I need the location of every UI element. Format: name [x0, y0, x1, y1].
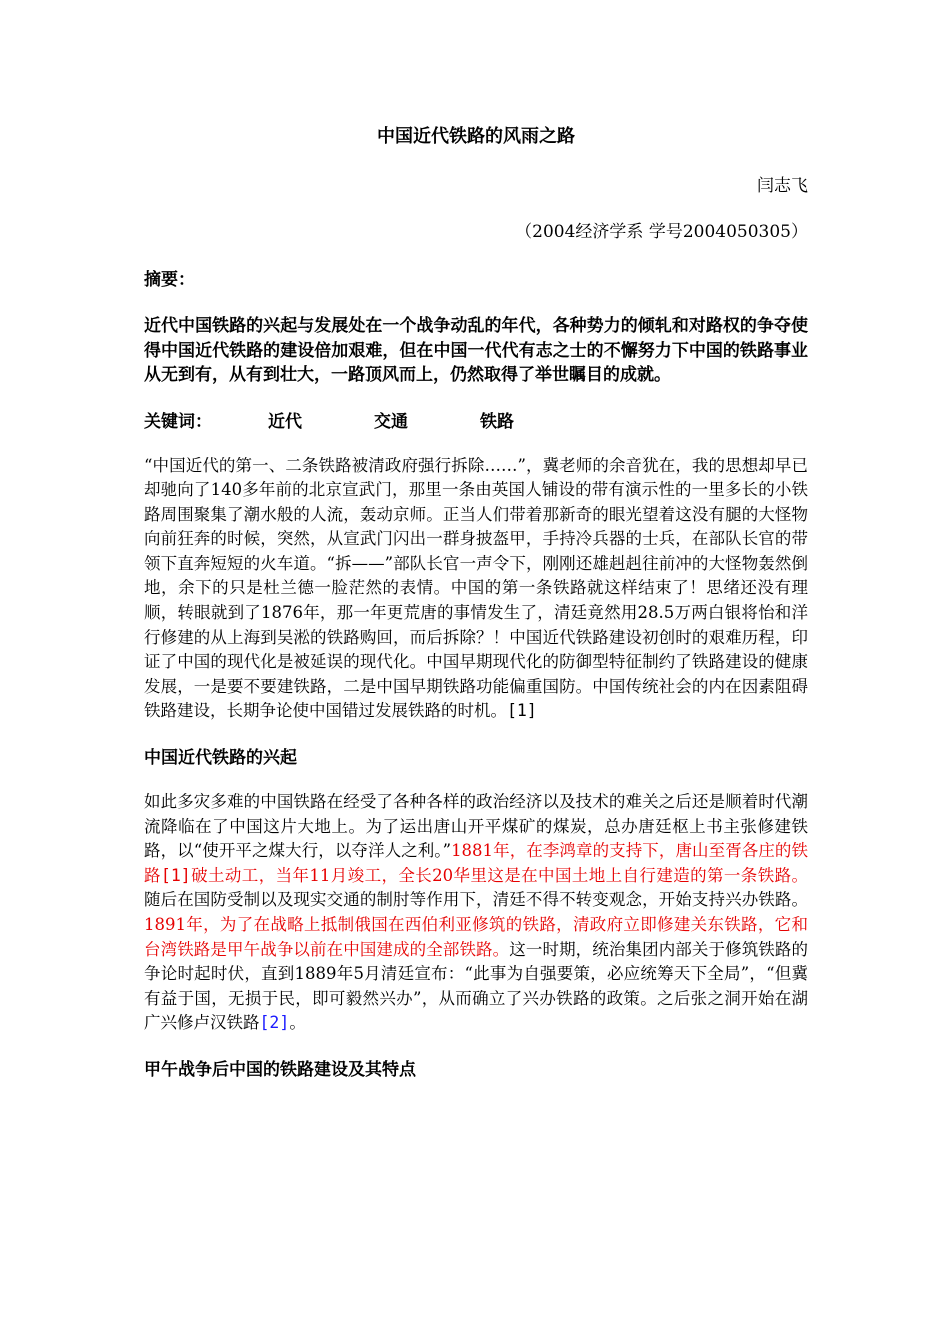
author-affiliation: （2004经济学系 学号2004050305）: [515, 222, 808, 242]
rise-text-a: 如此多灾多难的中国铁路在经受了各种各样的政治经济以及技术的难关之后还是顺着时代潮流降临在了中国这片大地上。为了运出唐山开平煤矿的煤炭，总办唐廷枢上书主张修建铁路，以“使开平之煤大行，以夺洋人之利。”: [144, 792, 808, 861]
document-title: 中国近代铁路的风雨之路: [377, 126, 575, 147]
abstract-label: 摘要：: [144, 270, 195, 290]
document-content: [144, 124, 808, 1082]
section-rise-paragraph: [144, 790, 808, 1036]
footnote-ref-red-1: [1]: [160, 865, 191, 885]
keyword-item: 交通: [374, 411, 408, 432]
section-heading-rise: 中国近代铁路的兴起: [144, 748, 297, 769]
highlight-text-1891: 1891年，为了在战略上抵制俄国在西伯利亚修筑的铁路，清政府立即修建关东铁路，它和台湾铁路是甲午战争以前在中国建成的全部铁路。: [144, 915, 808, 959]
keyword-item: 铁路: [480, 411, 514, 432]
rise-text-end: 。: [289, 1013, 306, 1033]
rise-text-b: 随后在国防受制以及现实交通的制肘等作用下，清廷不得不转变观念，开始支持兴办铁路。: [144, 890, 808, 910]
keyword-item: 近代: [268, 411, 302, 432]
keywords-label: 关键词：: [144, 411, 212, 432]
highlight-text-1881: 1881年，在李鸿章的支持下，唐山至胥各庄的铁路: [144, 841, 808, 885]
footnote-link-2[interactable]: [2]: [259, 1013, 290, 1033]
footnote-ref-1: [1]: [507, 701, 537, 721]
section-heading-post-war: 甲午战争后中国的铁路建设及其特点: [144, 1059, 416, 1080]
highlight-text-first-railway: 破土动工，当年11月竣工，全长20华里这是在中国土地上自行建造的第一条铁路。: [190, 865, 809, 885]
abstract-text: 近代中国铁路的兴起与发展处在一个战争动乱的年代，各种势力的倾轧和对路权的争夺使得中国近代铁路的建设倍加艰难，但在中国一代代有志之士的不懈努力下中国的铁路事业从无到有，从有到壮大，一路顶风而上，仍然取得了举世瞩目的成就。: [144, 316, 808, 385]
keywords-line: [144, 410, 808, 434]
intro-paragraph: [144, 454, 808, 725]
intro-text: “中国近代的第一、二条铁路被清政府强行拆除……”，冀老师的余音犹在，我的思想却早已却驰向了140多年前的北京宣武门，那里一条由英国人铺设的带有演示性的一里多长的小铁路周围聚集了潮水般的人流，轰动京师。正当人们带着那新奇的眼光望着这没有腿的大怪物向前狂奔的时候，突然，从宣武门闪出一群身披盔甲，手持冷兵器的士兵，在部队长官的带领下直奔短短的火车道。“拆——”部队长官一声令下，刚刚还雄赳赳往前冲的大怪物轰然倒地，余下的只是杜兰德一脸茫然的表情。中国的第一条铁路就这样结束了！思绪还没有理顺，转眼就到了1876年，那一年更荒唐的事情发生了，清廷竟然用28.5万两白银将怡和洋行修建的从上海到吴淞的铁路购回，而后拆除？！中国近代铁路建设初创时的艰难历程，印证了中国的现代化是被延误的现代化。中国早期现代化的防御型特征制约了铁路建设的健康发展，一是要不要建铁路，二是中国早期铁路功能偏重国防。中国传统社会的内在因素阻碍铁路建设，长期争论使中国错过发展铁路的时机。: [144, 455, 808, 721]
author-name: 闫志飞: [757, 176, 808, 196]
rise-text-c: 这一时期，统治集团内部关于修筑铁路的争论时起时伏，直到1889年5月清廷宣布：“此事为自强要策，必应统筹天下全局”，“但冀有益于国，无损于民，即可毅然兴办”，从而确立了兴办铁路的政策。之后张之洞开始在湖广兴修卢汉铁路: [144, 939, 809, 1033]
